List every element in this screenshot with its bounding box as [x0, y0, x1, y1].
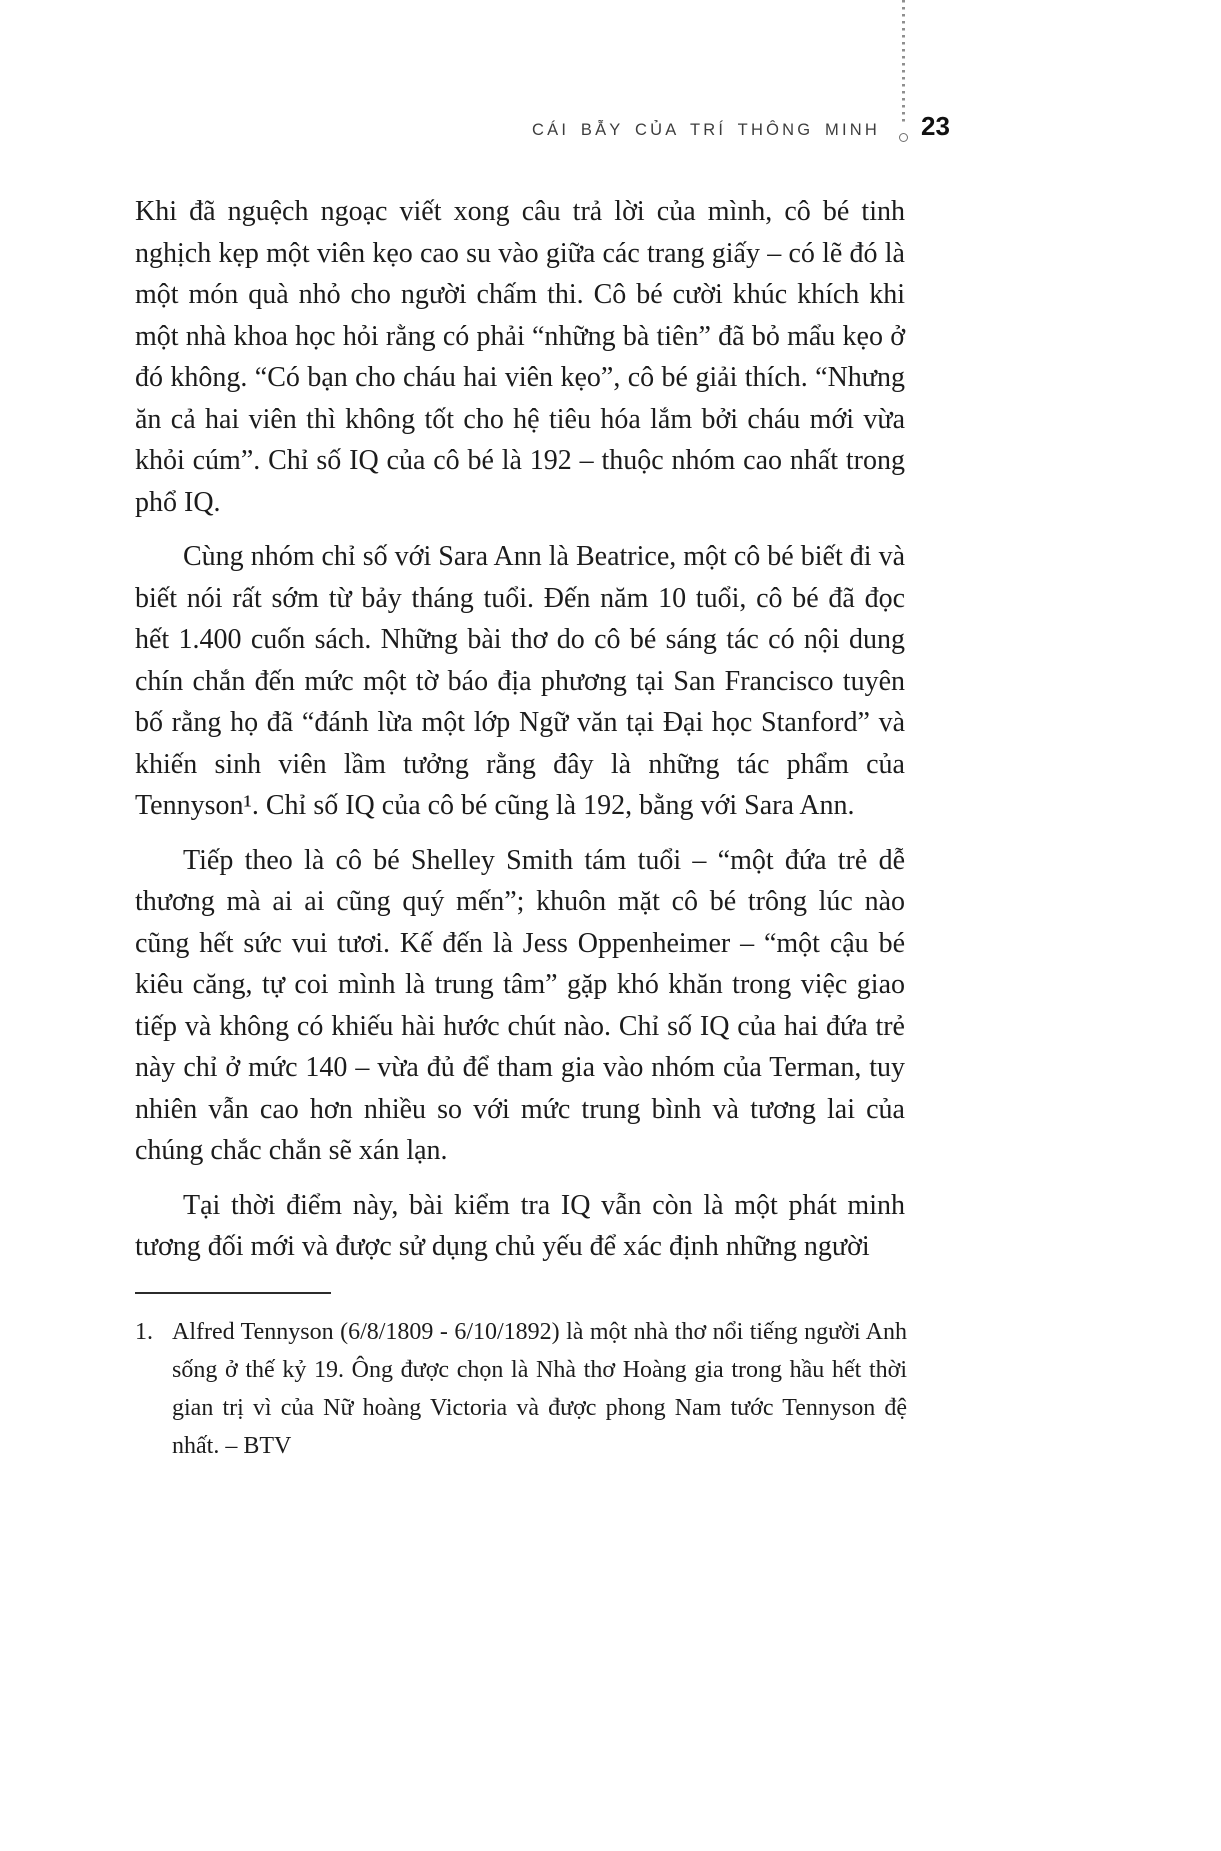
body-text — [135, 191, 905, 1281]
dotted-line — [902, 0, 905, 122]
page-number: 23 — [921, 111, 950, 141]
footnote-text: Alfred Tennyson (6/8/1809 - 6/10/1892) là một nhà thơ nổi tiếng người Anh sống ở thế kỷ 19. Ông được chọn là Nhà thơ Hoàng gia trong hầu hết thời gian trị vì của Nữ hoàng Victoria và được phong Nam tước Tennyson đệ nhất. – BTV — [172, 1319, 907, 1459]
footnote-marker: 1. — [135, 1319, 153, 1345]
paragraph: Tại thời điểm này, bài kiểm tra IQ vẫn còn là một phát minh tương đối mới và được sử dụng chủ yếu để xác định những người — [135, 1189, 905, 1262]
circle-ornament-icon — [899, 133, 908, 142]
paragraph: Khi đã nguệch ngoạc viết xong câu trả lời của mình, cô bé tinh nghịch kẹp một viên kẹo cao su vào giữa các trang giấy – có lẽ đó là một món quà nhỏ cho người chấm thi. Cô bé cười khúc khích khi một nhà khoa học hỏi rằng có phải “những bà tiên” đã bỏ mẩu kẹo ở đó không. “Có bạn cho cháu hai viên kẹo”, cô bé giải thích. “Nhưng ăn cả hai viên thì không tốt cho hệ tiêu hóa lắm bởi cháu mới vừa khỏi cúm”. Chỉ số IQ của cô bé là 192 – thuộc nhóm cao nhất trong phổ IQ. — [135, 196, 905, 518]
footnote-divider — [135, 1292, 331, 1294]
dotted-line-ornament — [897, 0, 909, 152]
paragraph: Cùng nhóm chỉ số với Sara Ann là Beatrice, một cô bé biết đi và biết nói rất sớm từ bảy tháng tuổi. Đến năm 10 tuổi, cô bé đã đọc hết 1.400 cuốn sách. Những bài thơ do cô bé sáng tác có nội dung chín chắn đến mức một tờ báo địa phương tại San Francisco tuyên bố rằng họ đã “đánh lừa một lớp Ngữ văn tại Đại học Stanford” và khiến sinh viên lầm tưởng rằng đây là những tác phẩm của Tennyson¹. Chỉ số IQ của cô bé cũng là 192, bằng với Sara Ann. — [135, 541, 905, 821]
running-title: CÁI BẪY CỦA TRÍ THÔNG MINH — [532, 121, 880, 139]
footnote — [135, 1313, 907, 1465]
paragraph: Tiếp theo là cô bé Shelley Smith tám tuổi – “một đứa trẻ dễ thương mà ai ai cũng quý mến”; khuôn mặt cô bé trông lúc nào cũng hết sức vui tươi. Kế đến là Jess Oppenheimer – “một cậu bé kiêu căng, tự coi mình là trung tâm” gặp khó khăn trong việc giao tiếp và không có khiếu hài hước chút nào. Chỉ số IQ của hai đứa trẻ này chỉ ở mức 140 – vừa đủ để tham gia vào nhóm của Terman, tuy nhiên vẫn cao hơn nhiều so với mức trung bình và tương lai của chúng chắc chắn sẽ xán lạn. — [135, 844, 905, 1166]
